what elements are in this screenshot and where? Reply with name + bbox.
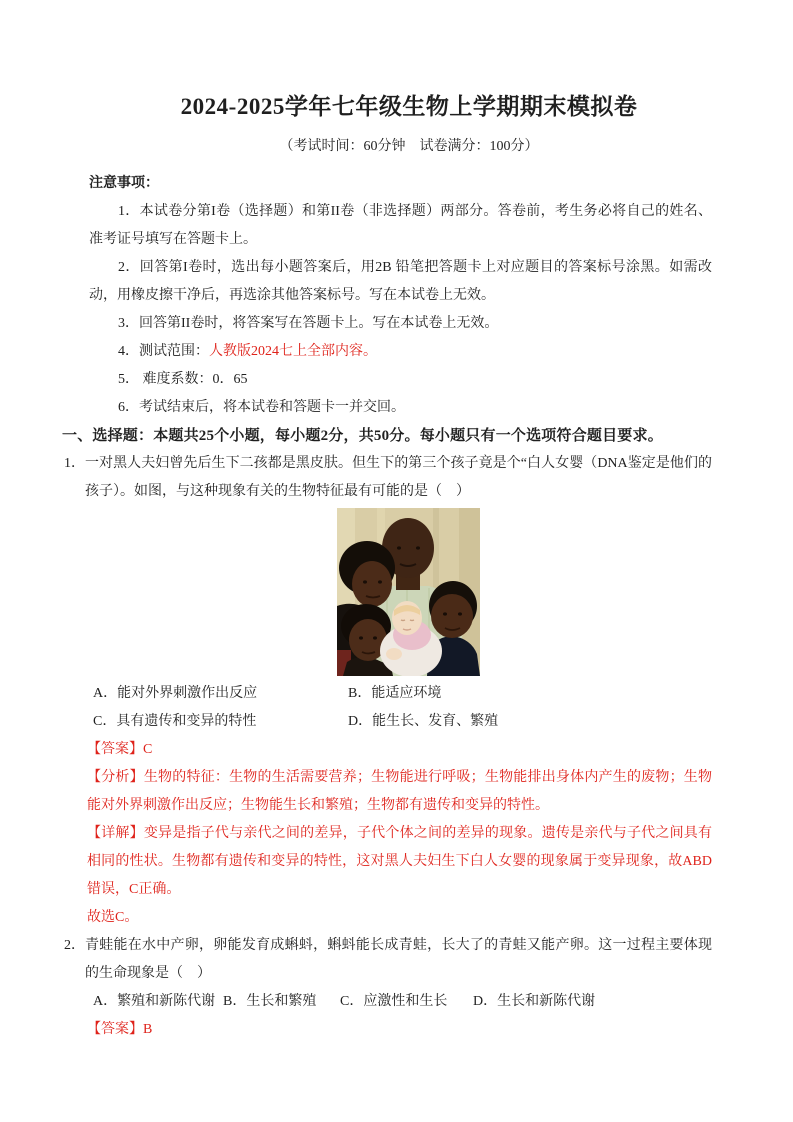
question-1-analysis: 【分析】生物的特征：生物的生活需要营养；生物能进行呼吸；生物能排出身体内产生的废物；生物能对外界刺激作出反应；生物能生长和繁殖；生物都有遗传和变异的特性。 — [87, 770, 712, 813]
question-1-option-b: B．能适应环境 — [348, 686, 442, 701]
question-1-number: 1． — [64, 456, 85, 471]
notice-item-4-label: 4．测试范围： — [118, 344, 209, 359]
question-1-option-d: D．能生长、发育、繁殖 — [348, 714, 499, 729]
question-1-option-c: C．具有遗传和变异的特性 — [93, 714, 257, 729]
question-1-explanation: 【详解】变异是指子代与亲代之间的差异，子代个体之间的差异的现象。遗传是亲代与子代之间具有相同的性状。生物都有遗传和变异的特性，这对黑人夫妇生下白人女婴的现象属于变异现象，故ABD错误，C正确。 — [87, 826, 712, 897]
exam-subtitle: （考试时间：60分钟 试卷满分：100分） — [279, 139, 539, 154]
notice-item-2: 2．回答第I卷时，选出每小题答案后，用2B 铅笔把答题卡上对应题目的答案标号涂黑。如需改动，用橡皮擦干净后，再选涂其他答案标号。写在本试卷上无效。 — [89, 260, 712, 303]
question-2 — [62, 932, 712, 1044]
question-2-option-a: A．繁殖和新陈代谢 — [93, 994, 216, 1009]
family-photo — [337, 508, 480, 676]
question-2-stem-block — [62, 932, 712, 988]
question-1 — [62, 450, 712, 932]
notice-heading: 注意事项： — [89, 176, 159, 191]
question-2-options — [62, 988, 712, 1016]
question-2-stem: 青蛙能在水中产卵，卵能发育成蝌蚪，蝌蚪能长成青蛙，长大了的青蛙又能产卵。这一过程主要体现的生命现象是（ ） — [85, 938, 712, 981]
notice-item-3: 3．回答第II卷时，将答案写在答题卡上。写在本试卷上无效。 — [118, 316, 499, 331]
question-1-answer: 【答案】C — [87, 742, 153, 757]
notice-item-4-scope: 人教版2024七上全部内容。 — [209, 344, 377, 359]
question-2-option-d: D．生长和新陈代谢 — [473, 994, 596, 1009]
question-2-number: 2． — [64, 938, 85, 953]
notice-item-4 — [89, 338, 712, 366]
notice-section — [62, 170, 712, 422]
notice-item-6: 6．考试结束后，将本试卷和答题卡一并交回。 — [118, 400, 405, 415]
question-2-option-c: C．应激性和生长 — [340, 994, 448, 1009]
question-1-stem: 一对黑人夫妇曾先后生下二孩都是黑皮肤。但生下的第三个孩子竟是个“白人女婴（DNA鉴定是他们的孩子）。如图，与这种现象有关的生物特征最有可能的是（ ） — [85, 456, 712, 499]
question-1-stem-block — [62, 450, 712, 506]
question-1-conclusion: 故选C。 — [87, 910, 139, 925]
notice-item-5: 5． 难度系数：0．65 — [118, 372, 248, 387]
page-content — [62, 0, 712, 1044]
document-header — [62, 90, 712, 160]
family-photo-illustration — [337, 508, 480, 676]
question-2-answer: 【答案】B — [87, 1022, 153, 1037]
question-2-option-b: B．生长和繁殖 — [223, 994, 317, 1009]
question-1-option-a: A．能对外界刺激作出反应 — [93, 686, 258, 701]
exam-title: 2024-2025学年七年级生物上学期期末模拟卷 — [180, 94, 638, 119]
section-1-heading: 一、选择题：本题共25个小题，每小题2分，共50分。每小题只有一个选项符合题目要求。 — [62, 428, 663, 444]
question-1-options — [62, 680, 712, 736]
notice-item-1: 1．本试卷分第I卷（选择题）和第II卷（非选择题）两部分。答卷前，考生务必将自己的姓名、准考证号填写在答题卡上。 — [89, 204, 712, 247]
